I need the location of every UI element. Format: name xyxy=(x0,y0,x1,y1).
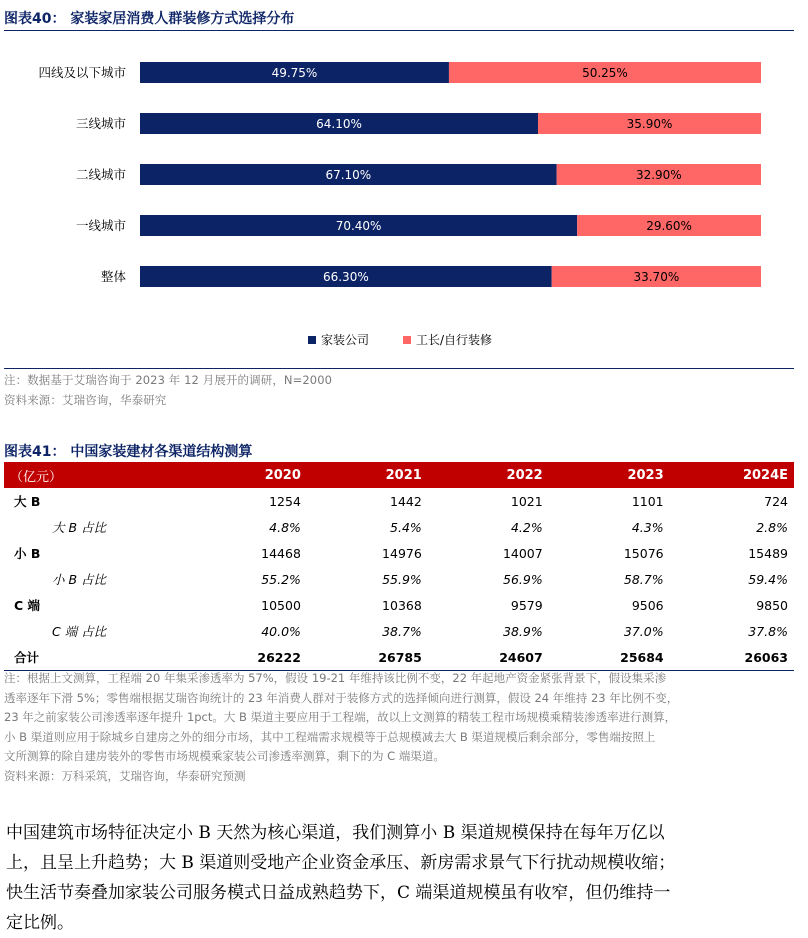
data-label: 64.10% xyxy=(316,117,362,131)
data-label: 70.40% xyxy=(335,219,382,233)
body-paragraph xyxy=(6,818,796,938)
header-2021: 2021 xyxy=(307,462,428,488)
figure-40-top-rule xyxy=(4,30,794,31)
table-cell: 37.8% xyxy=(748,623,788,639)
table-cell: 26222 xyxy=(186,644,307,671)
table-header-row xyxy=(4,462,794,488)
table-cell: 1101 xyxy=(631,493,664,509)
table-cell: 59.4% xyxy=(748,571,788,587)
row-label: C 端 占比 xyxy=(52,624,107,639)
table-cell: 9506 xyxy=(631,597,664,613)
table-cell: 1021 xyxy=(510,493,543,509)
table-cell: 56.9% xyxy=(503,571,543,587)
category-label: 四线及以下城市 xyxy=(38,65,126,80)
note-line: 文所测算的除自建房装外的零售市场规模乘家装公司渗透率测算，剩下的为 C 端渠道。 xyxy=(4,749,445,763)
channel-structure-table xyxy=(4,462,794,671)
figure-41-source: 资料来源：万科采筑，艾瑞咨询，华泰研究预测 xyxy=(4,768,246,783)
paragraph-line: 定比例。 xyxy=(6,913,74,933)
data-label: 29.60% xyxy=(646,219,692,233)
data-label: 66.30% xyxy=(322,270,369,284)
header-unit: （亿元） xyxy=(4,462,186,488)
table-cell: 24607 xyxy=(428,644,549,671)
header-2024e: 2024E xyxy=(670,462,794,488)
row-label: 大 B 占比 xyxy=(52,520,107,535)
row-label: 合计 xyxy=(4,644,186,671)
data-label: 32.90% xyxy=(635,168,682,182)
table-cell: 4.8% xyxy=(269,519,301,535)
figure-40-bottom-rule xyxy=(4,368,794,369)
note-line: 透率逐年下滑 5%；零售端根据艾瑞咨询统计的 23 年消费人群对于装修方式的选择倾向进行测算，假设 24 年维持 23 年比例不变， xyxy=(4,690,679,705)
paragraph-line: 上，且呈上升趋势；大 B 渠道则受地产企业资金承压、新房需求景气下行扰动规模收缩； xyxy=(6,853,676,873)
figure-40-note: 注：数据基于艾瑞咨询于 2023 年 12 月展开的调研，N=2000 xyxy=(4,373,333,387)
figure-41-note xyxy=(4,669,794,786)
header-2020: 2020 xyxy=(186,462,307,488)
data-label: 67.10% xyxy=(325,168,372,182)
category-label: 整体 xyxy=(100,269,126,284)
data-label: 33.70% xyxy=(633,270,680,284)
table-cell: 5.4% xyxy=(390,519,422,535)
data-label: 50.25% xyxy=(582,66,628,80)
table-cell: 15489 xyxy=(748,545,788,561)
legend-swatch xyxy=(403,336,411,344)
row-label: C 端 xyxy=(14,598,41,613)
header-2022: 2022 xyxy=(428,462,549,488)
note-line: 23 年之前家装公司渗透率逐年提升 1pct。大 B 渠道主要应用于工程端，故以上文测算的精装工程市场规模乘精装渗透率进行测算， xyxy=(4,710,677,724)
data-label: 49.75% xyxy=(271,66,318,80)
table-row xyxy=(4,566,794,592)
table-cell: 724 xyxy=(764,493,788,509)
figure-40-source: 资料来源：艾瑞咨询，华泰研究 xyxy=(4,393,167,407)
table-cell: 55.2% xyxy=(261,571,301,587)
category-label: 二线城市 xyxy=(75,167,126,182)
data-label: 35.90% xyxy=(626,117,673,131)
table-row xyxy=(4,592,794,618)
table-cell: 26063 xyxy=(670,644,794,671)
legend-swatch xyxy=(308,336,316,344)
header-2023: 2023 xyxy=(549,462,670,488)
table-cell: 1254 xyxy=(269,493,301,509)
category-label: 三线城市 xyxy=(75,116,126,131)
category-label: 一线城市 xyxy=(75,218,126,233)
figure-40-title: 图表40： 家装家居消费人群装修方式选择分布 xyxy=(4,11,295,27)
table-cell: 10368 xyxy=(382,597,422,613)
note-line: 小 B 渠道则应用于除城乡自建房之外的细分市场，其中工程端需求规模等于总规模减去大 B 渠道规模后剩余部分，零售端按照上 xyxy=(4,729,656,744)
table-cell: 40.0% xyxy=(261,623,301,639)
stacked-bar-chart xyxy=(0,40,808,358)
row-label: 大 B xyxy=(14,494,41,509)
figure-41-title: 图表41： 中国家装建材各渠道结构测算 xyxy=(4,444,253,460)
note-line: 注：根据上文测算，工程端 20 年集采渗透率为 57%，假设 19-21 年维持该比例不变，22 年起地产资金紧张背景下，假设集采渗 xyxy=(4,671,667,685)
table-cell: 14007 xyxy=(502,545,543,561)
paragraph-line: 快生活节奏叠加家装公司服务模式日益成熟趋势下，C 端渠道规模虽有收窄，但仍维持一 xyxy=(6,883,671,903)
table-cell: 38.7% xyxy=(382,623,422,639)
table-cell: 1442 xyxy=(390,493,422,509)
row-label: 小 B 占比 xyxy=(52,572,107,587)
table-cell: 55.9% xyxy=(382,571,422,587)
legend-label: 家装公司 xyxy=(321,333,370,347)
table-cell: 58.7% xyxy=(623,571,664,587)
table-cell: 38.9% xyxy=(503,623,543,639)
table-cell: 9579 xyxy=(510,597,543,613)
table-cell: 2.8% xyxy=(756,519,788,535)
table-cell: 9850 xyxy=(756,597,788,613)
table-cell: 14976 xyxy=(382,545,422,561)
table-cell: 25684 xyxy=(549,644,670,671)
table-cell: 14468 xyxy=(261,545,301,561)
table-row xyxy=(4,540,794,566)
row-label: 小 B xyxy=(14,546,41,561)
table-cell: 26785 xyxy=(307,644,428,671)
table-cell: 10500 xyxy=(261,597,301,613)
table-row xyxy=(4,618,794,644)
table-row-total xyxy=(4,644,794,671)
legend-label: 工长/自行装修 xyxy=(416,333,493,347)
paragraph-line: 中国建筑市场特征决定小 B 天然为核心渠道，我们测算小 B 渠道规模保持在每年万亿以 xyxy=(6,823,665,843)
table-cell: 15076 xyxy=(623,545,664,561)
table-cell: 4.2% xyxy=(510,519,543,535)
table-cell: 37.0% xyxy=(623,623,664,639)
table-row xyxy=(4,514,794,540)
table-cell: 4.3% xyxy=(631,519,664,535)
table-row xyxy=(4,488,794,514)
